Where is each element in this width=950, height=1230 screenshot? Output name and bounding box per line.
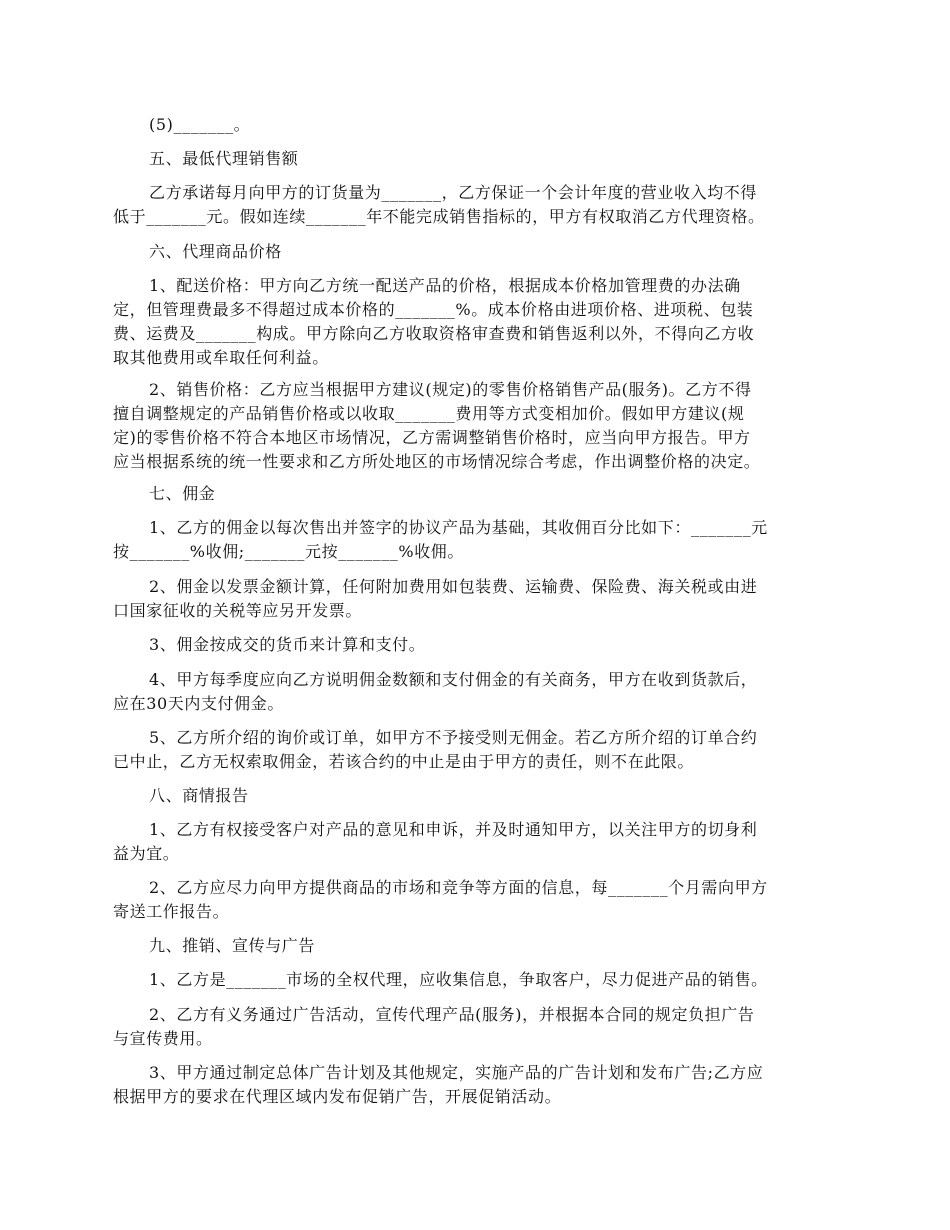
- section-heading-minimum-sales: 五、最低代理销售额: [149, 149, 299, 168]
- section-heading-commission: 七、佣金: [149, 484, 216, 503]
- text-line: 取其他费用或牟取任何利益。: [113, 348, 329, 367]
- text-line: 口国家征收的关税等应另开发票。: [113, 601, 363, 620]
- text-line: 乙方承诺每月向甲方的订货量为_______，乙方保证一个会计年度的营业收入均不得: [149, 183, 758, 202]
- text-line: 定)的零售价格不符合本地区市场情况，乙方需调整销售价格时，应当向甲方报告。甲方: [113, 428, 751, 447]
- paragraph-commission-orders: [113, 726, 835, 774]
- paragraph-minimum-sales: [113, 181, 835, 229]
- paragraph-commission-currency: [113, 633, 835, 657]
- text-line: 费、运费及_______构成。甲方除向乙方收取资格审查费和销售返利以外，不得向乙方收: [113, 324, 755, 343]
- text-line: 3、甲方通过制定总体广告计划及其他规定，实施产品的广告计划和发布广告;乙方应: [149, 1063, 764, 1082]
- text-line: 寄送工作报告。: [113, 902, 230, 921]
- text-line: 1、乙方的佣金以每次售出并签字的协议产品为基础，其收佣百分比如下：_______元: [149, 518, 768, 537]
- text-line: 应当根据系统的统一性要求和乙方所处地区的市场情况综合考虑，作出调整价格的决定。: [113, 452, 761, 471]
- section-heading-promotion: 九、推销、宣传与广告: [149, 936, 316, 955]
- text-line: 2、乙方应尽力向甲方提供商品的市场和竞争等方面的信息，每_______个月需向甲方: [149, 878, 768, 897]
- text-line: 4、甲方每季度应向乙方说明佣金数额和支付佣金的有关商务，甲方在收到货款后，: [149, 670, 758, 689]
- paragraph-customer-feedback: [113, 818, 835, 866]
- paragraph-market-info: [113, 876, 835, 924]
- text-line: 1、配送价格：甲方向乙方统一配送产品的价格，根据成本价格加管理费的办法确: [149, 276, 741, 295]
- paragraph-advertising-plan: [113, 1061, 835, 1109]
- text-line: 3、佣金按成交的货币来计算和支付。: [149, 635, 426, 654]
- text-line: 2、乙方有义务通过广告活动，宣传代理产品(服务)，并根据本合同的规定负担广告: [149, 1005, 755, 1024]
- text-line: 1、乙方是_______市场的全权代理，应收集信息，争取客户，尽力促进产品的销售。: [149, 970, 768, 989]
- text-line: 定，但管理费最多不得超过成本价格的_______%。成本价格由进项价格、进项税、包装: [113, 300, 754, 319]
- paragraph-item-5: [113, 113, 835, 137]
- text-line: 与宣传费用。: [113, 1029, 213, 1048]
- paragraph-advertising-duty: [113, 1003, 835, 1051]
- text-line: 低于_______元。假如连续_______年不能完成销售指标的，甲方有权取消乙方代理资格。: [113, 207, 765, 226]
- text-line: 应在30天内支付佣金。: [113, 694, 284, 713]
- paragraph-commission-invoice: [113, 575, 835, 623]
- paragraph-commission-payment: [113, 668, 835, 716]
- text-line: 2、佣金以发票金额计算，任何附加费用如包装费、运输费、保险费、海关税或由进: [149, 577, 758, 596]
- paragraph-exclusive-agent: [113, 968, 835, 992]
- text-line: 5、乙方所介绍的询价或订单，如甲方不予接受则无佣金。若乙方所介绍的订单合约: [149, 728, 758, 747]
- text-line: 2、销售价格：乙方应当根据甲方建议(规定)的零售价格销售产品(服务)。乙方不得: [149, 380, 752, 399]
- paragraph-commission-rate: [113, 516, 835, 564]
- section-heading-product-price: 六、代理商品价格: [149, 242, 282, 261]
- section-heading-market-report: 八、商情报告: [149, 786, 249, 805]
- text-line: 根据甲方的要求在代理区域内发布促销广告，开展促销活动。: [113, 1087, 562, 1106]
- paragraph-delivery-price: [113, 274, 835, 370]
- text-line: 按_______%收佣;_______元按_______%收佣。: [113, 542, 464, 561]
- text-line: (5)_______。: [149, 115, 251, 134]
- paragraph-sales-price: [113, 378, 835, 474]
- text-line: 1、乙方有权接受客户对产品的意见和申诉，并及时通知甲方，以关注甲方的切身利: [149, 820, 758, 839]
- text-line: 益为宜。: [113, 844, 180, 863]
- text-line: 已中止，乙方无权索取佣金，若该合约的中止是由于甲方的责任，则不在此限。: [113, 752, 695, 771]
- text-line: 擅自调整规定的产品销售价格或以收取_______费用等方式变相加价。假如甲方建议(规: [113, 404, 745, 423]
